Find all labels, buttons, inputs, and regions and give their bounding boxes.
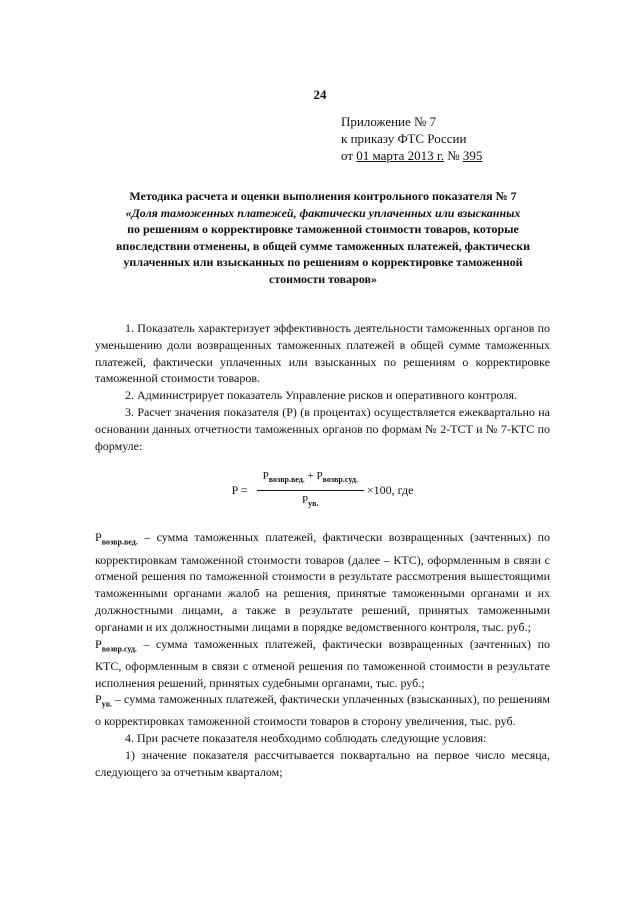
def3-subscript: ув.: [101, 699, 113, 709]
formula-sub-uv: ув.: [308, 499, 319, 509]
formula: [95, 468, 550, 513]
title-line-3: по решениям о корректировке таможенной стоимости товаров, которые: [127, 222, 519, 236]
def1-symbol: P: [95, 530, 102, 545]
appendix-number: 395: [462, 148, 483, 163]
formula-p-ved: P: [262, 470, 269, 483]
title-line-5: уплаченных или взысканных по решениям о корректировке таможенной: [123, 255, 523, 269]
document-body: [95, 320, 550, 781]
title-line-1: Методика расчета и оценки выполнения контрольного показателя № 7: [129, 189, 517, 203]
paragraph-4: 4. При расчете показателя необходимо соблюдать следующие условия:: [125, 731, 487, 746]
formula-lhs: P =: [231, 483, 248, 498]
def2-text: – сумма таможенных платежей, фактически возвращенных (зачтенных) по КТС, оформленным в связи с отменой решения по таможенной стоимости в результате исполнения решений, принятых судебными органами, тыс. руб.;: [95, 636, 550, 690]
appendix-date: 01 марта 2013 г.: [356, 148, 444, 163]
formula-p-sud: P: [316, 470, 323, 483]
formula-sub-sud: возвр.суд.: [322, 475, 358, 485]
formula-denominator: [302, 491, 318, 513]
appendix-date-line: [341, 147, 601, 164]
paragraph-2: 2. Администрирует показатель Управление рисков и оперативного контроля.: [125, 388, 517, 403]
page-number: 24: [313, 87, 327, 102]
title-line-6: стоимости товаров»: [269, 271, 377, 286]
document-title: [96, 188, 550, 287]
formula-rhs: ×100, где: [366, 483, 414, 498]
formula-p-uv: P: [302, 494, 309, 507]
formula-fraction: [257, 468, 364, 513]
def2-subscript: возвр.суд.: [101, 643, 137, 653]
appendix-header: [341, 113, 601, 164]
title-line-2: «Доля таможенных платежей, фактически уплаченных или взысканных: [125, 205, 521, 220]
def2-symbol: P: [95, 636, 102, 651]
title-line-4: впоследствии отменены, в общей сумме таможенных платежей, фактически: [115, 238, 531, 253]
def3-text: – сумма таможенных платежей, фактически уплаченных (взысканных), по решениям о корректировках таможенной стоимости товаров в сторону увеличения, тыс. руб.: [95, 692, 550, 729]
appendix-line-2: к приказу ФТС России: [341, 131, 467, 146]
def1-text: – сумма таможенных платежей, фактически возвращенных (зачтенных) по корректировкам таможенной стоимости товаров (далее – КТС), оформленным в связи с отменой решения по таможенной стоимости в результате рассмотрения вышестоящими таможенными органами жалоб на решения, принятые таможенными органами и их должностными лицами, а также в результате решений, принятых таможенными органами и их должностными лицами в порядке ведомственного контроля, тыс. руб.;: [95, 530, 550, 634]
formula-plus: +: [304, 470, 317, 483]
paragraph-5: 1) значение показателя рассчитывается поквартально на первое число месяца, следующего за отчетным кварталом;: [95, 748, 550, 779]
def1-subscript: возвр.вед.: [101, 537, 138, 547]
paragraph-3: 3. Расчет значения показателя (P) (в процентах) осуществляется ежеквартально на основании данных отчетности таможенных органов по формам № 2-ТСТ и № 7-КТС по формуле:: [95, 404, 550, 453]
formula-numerator: [257, 468, 364, 491]
def3-symbol: P: [95, 692, 102, 707]
formula-sub-ved: возвр.вед.: [268, 475, 305, 485]
appendix-line-1: Приложение № 7: [341, 114, 437, 129]
definition-3: [95, 691, 550, 730]
definition-2: [95, 636, 550, 692]
definition-1: [95, 529, 550, 635]
appendix-number-label: №: [443, 148, 463, 163]
paragraph-1: 1. Показатель характеризует эффективность деятельности таможенных органов по уменьшению доли возвращенных таможенных платежей в общей сумме таможенных платежей, фактически уплаченных или взысканных по решениям о корректировке таможенной стоимости товаров.: [95, 321, 550, 386]
appendix-date-prefix: от: [341, 148, 357, 163]
